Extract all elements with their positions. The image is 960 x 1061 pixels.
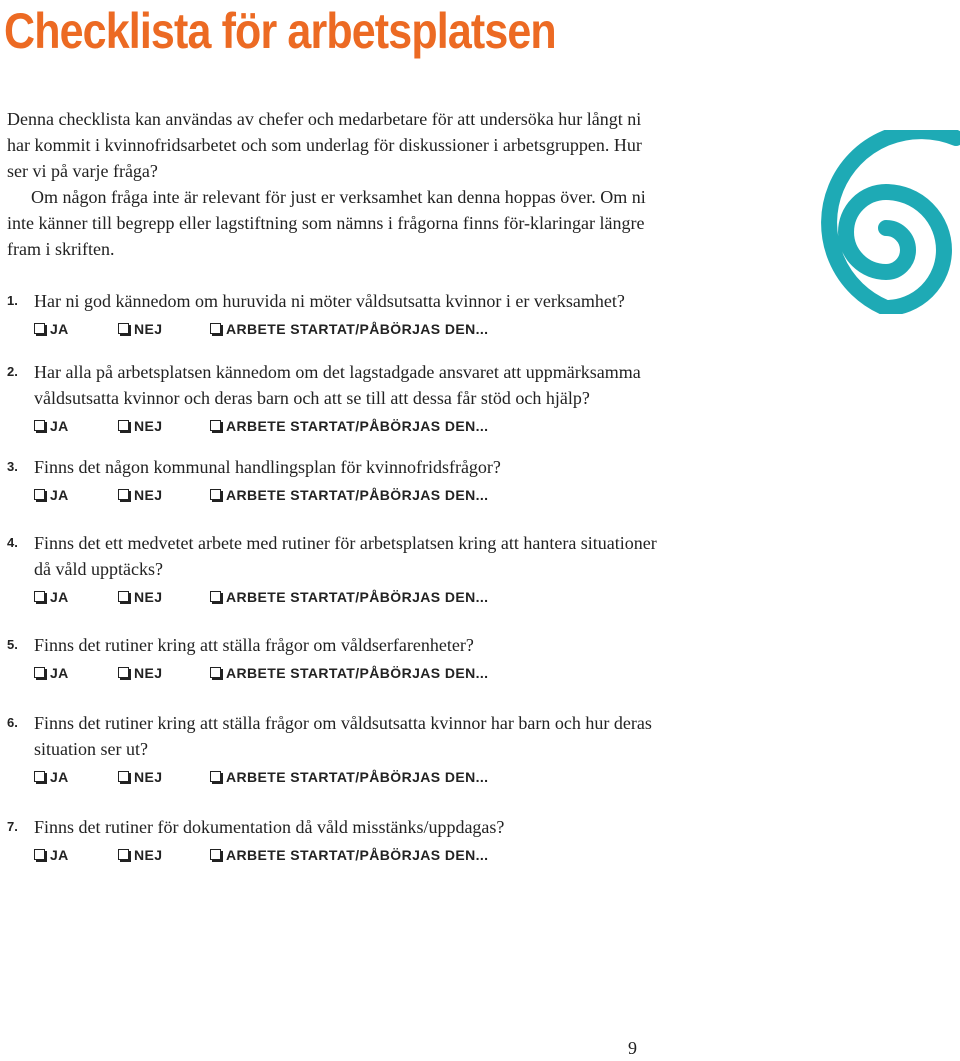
- option-no-label: NEJ: [134, 665, 163, 681]
- option-yes-label: JA: [50, 487, 69, 503]
- option-yes-label: JA: [50, 769, 69, 785]
- checkbox-icon[interactable]: [210, 323, 221, 334]
- option-no-label: NEJ: [134, 321, 163, 337]
- checkbox-icon[interactable]: [210, 420, 221, 431]
- answer-options: [34, 584, 667, 610]
- checkbox-icon[interactable]: [34, 420, 45, 431]
- checkbox-icon[interactable]: [34, 323, 45, 334]
- option-yes[interactable]: [34, 764, 118, 790]
- question-item: [7, 288, 667, 342]
- option-no[interactable]: [118, 842, 210, 868]
- option-yes[interactable]: [34, 660, 118, 686]
- option-started[interactable]: [210, 413, 488, 439]
- option-no-label: NEJ: [134, 418, 163, 434]
- option-started-label: ARBETE STARTAT/PÅBÖRJAS DEN...: [226, 769, 489, 785]
- question-item: [7, 454, 667, 508]
- question-item: [7, 710, 667, 790]
- question-number: 5.: [7, 637, 18, 652]
- option-yes-label: JA: [50, 665, 69, 681]
- option-no-label: NEJ: [134, 847, 163, 863]
- option-started-label: ARBETE STARTAT/PÅBÖRJAS DEN...: [226, 321, 489, 337]
- option-started-label: ARBETE STARTAT/PÅBÖRJAS DEN...: [226, 487, 489, 503]
- answer-options: [34, 316, 667, 342]
- question-text: Finns det rutiner kring att ställa frågor om våldsutsatta kvinnor har barn och hur deras situation ser ut?: [34, 713, 652, 759]
- option-no[interactable]: [118, 660, 210, 686]
- question-text: Finns det rutiner för dokumentation då våld misstänks/uppdagas?: [34, 817, 505, 837]
- option-no[interactable]: [118, 413, 210, 439]
- option-yes[interactable]: [34, 584, 118, 610]
- question-item: [7, 814, 667, 868]
- question-text: Har ni god kännedom om huruvida ni möter våldsutsatta kvinnor i er verksamhet?: [34, 291, 625, 311]
- question-text: Finns det någon kommunal handlingsplan för kvinnofridsfrågor?: [34, 457, 501, 477]
- checkbox-icon[interactable]: [118, 771, 129, 782]
- option-started[interactable]: [210, 842, 488, 868]
- intro-paragraph-1: Denna checklista kan användas av chefer och medarbetare för att undersöka hur långt ni har kommit i kvinnofridsarbetet och som underlag för diskussioner i arbetsgruppen. Hur ser vi på varje fråga?: [7, 109, 642, 181]
- option-started-label: ARBETE STARTAT/PÅBÖRJAS DEN...: [226, 589, 489, 605]
- checkbox-icon[interactable]: [34, 771, 45, 782]
- option-started[interactable]: [210, 584, 488, 610]
- option-yes-label: JA: [50, 418, 69, 434]
- intro-paragraph-2: Om någon fråga inte är relevant för just er verksamhet kan denna hoppas över. Om ni inte känner till begrepp eller lagstiftning som nämns i frågorna finns för-klaringar längre fram i skriften.: [7, 187, 646, 259]
- option-yes-label: JA: [50, 321, 69, 337]
- question-text: Finns det rutiner kring att ställa frågor om våldserfarenheter?: [34, 635, 474, 655]
- checkbox-icon[interactable]: [210, 667, 221, 678]
- question-number: 4.: [7, 535, 18, 550]
- checkbox-icon[interactable]: [34, 489, 45, 500]
- question-item: [7, 632, 667, 686]
- option-started[interactable]: [210, 764, 488, 790]
- question-number: 6.: [7, 715, 18, 730]
- question-item: [7, 530, 667, 610]
- intro-text: [7, 106, 667, 262]
- answer-options: [34, 482, 667, 508]
- option-started[interactable]: [210, 316, 488, 342]
- answer-options: [34, 842, 667, 868]
- question-item: [7, 359, 667, 439]
- question-text: Finns det ett medvetet arbete med rutiner för arbetsplatsen kring att hantera situationer då våld upptäcks?: [34, 533, 657, 579]
- checkbox-icon[interactable]: [118, 849, 129, 860]
- checkbox-icon[interactable]: [210, 849, 221, 860]
- spiral-logo-icon: [806, 130, 960, 314]
- option-no[interactable]: [118, 764, 210, 790]
- option-no-label: NEJ: [134, 487, 163, 503]
- checkbox-icon[interactable]: [118, 591, 129, 602]
- checkbox-icon[interactable]: [34, 667, 45, 678]
- option-started-label: ARBETE STARTAT/PÅBÖRJAS DEN...: [226, 847, 489, 863]
- checkbox-icon[interactable]: [118, 323, 129, 334]
- answer-options: [34, 413, 667, 439]
- checkbox-icon[interactable]: [210, 489, 221, 500]
- question-number: 7.: [7, 819, 18, 834]
- checkbox-icon[interactable]: [34, 849, 45, 860]
- question-number: 3.: [7, 459, 18, 474]
- checkbox-icon[interactable]: [118, 420, 129, 431]
- option-yes-label: JA: [50, 847, 69, 863]
- checkbox-icon[interactable]: [118, 667, 129, 678]
- option-started-label: ARBETE STARTAT/PÅBÖRJAS DEN...: [226, 418, 489, 434]
- checkbox-icon[interactable]: [210, 591, 221, 602]
- checkbox-icon[interactable]: [210, 771, 221, 782]
- question-number: 1.: [7, 293, 18, 308]
- option-started[interactable]: [210, 660, 488, 686]
- answer-options: [34, 764, 667, 790]
- option-yes-label: JA: [50, 589, 69, 605]
- option-yes[interactable]: [34, 316, 118, 342]
- checkbox-icon[interactable]: [118, 489, 129, 500]
- option-no[interactable]: [118, 584, 210, 610]
- option-yes[interactable]: [34, 413, 118, 439]
- question-number: 2.: [7, 364, 18, 379]
- option-no[interactable]: [118, 482, 210, 508]
- question-text: Har alla på arbetsplatsen kännedom om det lagstadgade ansvaret att uppmärksamma våldsutsatta kvinnor och deras barn och att se till att dessa får stöd och hjälp?: [34, 362, 641, 408]
- option-no[interactable]: [118, 316, 210, 342]
- option-no-label: NEJ: [134, 589, 163, 605]
- option-yes[interactable]: [34, 842, 118, 868]
- checkbox-icon[interactable]: [34, 591, 45, 602]
- option-yes[interactable]: [34, 482, 118, 508]
- question-list: [7, 288, 667, 868]
- option-started-label: ARBETE STARTAT/PÅBÖRJAS DEN...: [226, 665, 489, 681]
- option-started[interactable]: [210, 482, 488, 508]
- page-title: Checklista för arbetsplatsen: [4, 3, 556, 59]
- answer-options: [34, 660, 667, 686]
- page-number: 9: [628, 1038, 637, 1058]
- option-no-label: NEJ: [134, 769, 163, 785]
